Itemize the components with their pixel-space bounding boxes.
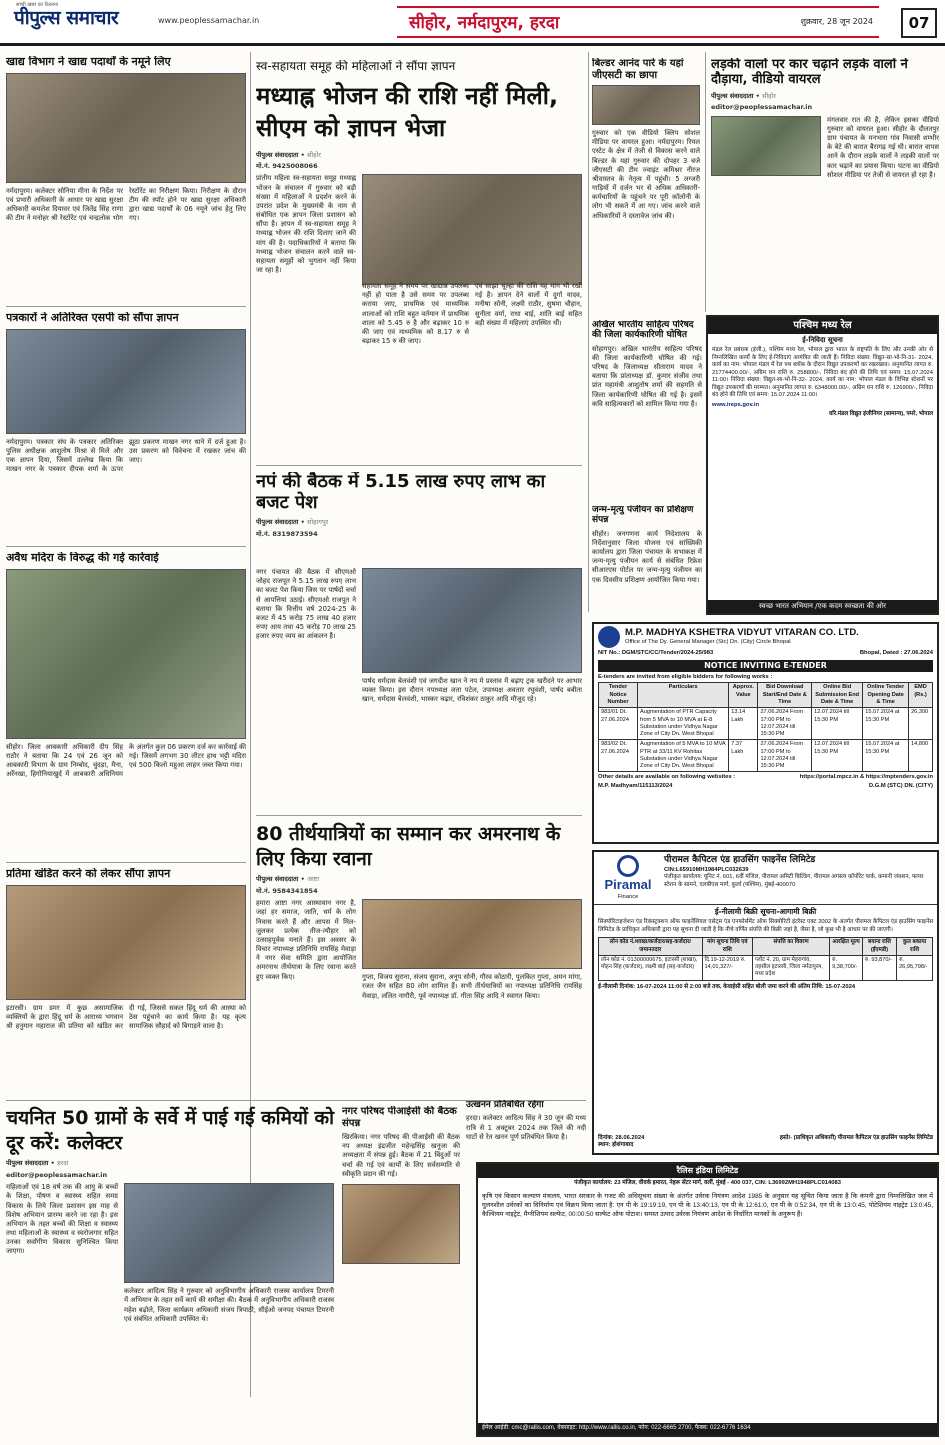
ad-footer-code: M.P. Madhyam/115113/2024 [598,782,673,789]
ad-invite-line: E-tenders are invited from eligible bidders for following works : [598,673,773,680]
story-body: सीहोर। जिला आबकारी अधिकारी दीप सिंह राठौर ने बताया कि 24 एवं 26 जून को आबकारी विभाग के ग्राम निम्बोद, चुंदड़ा, मैना, अर्रेनखा, हिगोनियाखुर्द में आबकारी अधिनियम के अंतर्गत कुल 06 प्रकरण दर्ज कर कार्रवाई की गई। जिसमें लगभग 30 लीटर हाथ भट्टी मदिरा एवं 500 किलो महुआ लाहन जब्त किया गया। [6,742,246,779]
table-cell: 27.06.2024 From 17:00 PM to 12.07.2024 till 15:30 PM [758,740,812,772]
ad-address: पंजीकृत कार्यालय: यूनिट नं. 601, 6वीं मंजिल, पीरामल अमिटी बिल्डिंग, पीरामल अगस्त्य कॉर्पोरेट पार्क, कमानी जंक्शन, फायर स्टेशन के सामने, एलबीएस मार्ग, कुर्ला (पश्चिम), मुंबई-400070 [664,874,924,888]
edition-strip [397,6,879,38]
table-cell: 7.37 Lakh [729,740,758,772]
ad-footer-url[interactable]: https://portal.mpcz.in & https://mptenders.gov.in [799,774,933,781]
table-row [599,740,933,772]
table-cell: Augmentation of PTR Capacity from 5 MVA to 10 MVA at E-8 Substation under Vidhya Nagar Zone of City Dn. West Bhopal [638,708,729,740]
railway-tender-ad [706,315,939,615]
story-body: नर्मदापुरम। कलेक्टर सोनिया मीना के निर्देश पर एवं प्रभारी अधिकारी के आधार पर खाद्य सुरक्षा अधिकारी कमलेश दियावर एवं जितेंद्र सिंह राणा की टीम ने मनोहर श्री रेस्टोरेंट एवं चन्द्रलोक भोग रेस्टोरेंट का निरीक्षण किया। निरीक्षण के दौरान टीम की स्पॉट होने पर खाद्य सुरक्षा अधिकारी द्वारा खाद्य पदार्थों के 06 नमूने जांच हेतु लिए गए। [6,186,246,223]
piramal-auction-ad [592,850,939,1155]
table-cell: 15.07.2024 at 15:30 PM [863,708,909,740]
piramal-brand: Piramal [604,877,652,892]
column-divider [588,52,589,612]
story-headline: बिल्डर आनंद पारे के यहां जीएसटी का छापा [592,58,684,81]
rallis-notice-ad [476,1162,939,1437]
story-headline: अवैध मदिरा के विरुद्ध की गई कार्रवाई [6,552,159,564]
ad-nit-number: NIT No.: DGM/STC/CC/Tender/2024-25/983 [598,650,714,656]
ad-body: सिक्योरिटाइजेशन एंड रिकंस्ट्रक्शन ऑफ फाइनेंशियल एसेट्स एंड एनफोर्समेंट ऑफ सिक्योरिटी इंटरेस्ट एक्ट 2002 के अंतर्गत पीरामल कैपिटल एंड हाउसिंग फाइनेंस लिमिटेड के प्राधिकृत अधिकारी द्वारा यह सूचना दी जाती है कि नीचे वर्णित संपत्ति की बिक्री जहां है, जैसा है, जो कुछ भी है आधार पर की जाएगी। [598,919,933,933]
column-header: Online Tender Opening Date & Time [863,683,909,708]
ad-notice: ई-नीलामी बिक्री सूचना-आगामी बिक्री [714,907,817,917]
story-body: सहायता समूह ने समय पर खाद्यान्न उपलब्ध नहीं हो पाता है उसे समय पर उपलब्ध कराया जाए, प्राथमिक एवं माध्यमिक शालाओं को राशि बहुत वर्तमान में प्राथमिक शाला को 5.45 रु है और बढ़ाकर 10 रु की जाए एवं माध्यमिक को 8.17 रु से बढ़ाकर 15 रु की जाए। [362,282,469,346]
story-body: इटारसी। ग्राम डमर में कुछ असामाजिक व्यक्तियों के द्वारा हिंदू धर्म के आराध्य भगवान श्री हनुमान महाराज की प्रतिमा को खंडित कर दी गई, जिससे सकल हिंदू धर्म की आस्था को ठेस पहुंचाने का कार्य किया है। यह कृत्य सामाजिक सौहार्द को बिगाड़ने वाला है। [6,1003,246,1030]
table-cell: 15.07.2024 at 15:30 PM [863,740,909,772]
mpvvc-logo-icon [598,626,620,648]
story-birth-death-registration [592,505,702,615]
story-body: प्रांतीय महिला स्व-सहायता समूह मध्याह्न भोजन के संचालन में गुरुवार को बड़ी संख्या में महिलाओं ने प्रदर्शन करने के उपरांत प्रदेश के मुख्यमंत्री के नाम से संबोधित एक ज्ञापन जिला प्रशासन को सौंपा है। ज्ञापन में स्व-सहायता समूह ने मध्याह्न भोजन की राशि दिलाए जाने की मांग की है। पदाधिकारियों ने बताया कि मध्याह्न भोजन संचालन करने वाले स्व-सहायता समूहों को भुगतान नहीं किया जा रहा है। [256,174,356,275]
story-sahitya-parishad [592,320,702,495]
ad-date: Bhopal, Dated : 27.06.2024 [859,650,933,656]
story-body: सीहोर। जनगणना कार्य निदेशालय के निर्देशानुसार जिला योजना एवं सांख्यिकी कार्यालय द्वारा जिला पंचायत के सभाकक्ष में जन्म-मृत्यु पंजीयन कार्य से संबंधित रिफ्रेश सीआरएस पोर्टल पर जन्म-मृत्यु पंजीयन का एक दिवसीय प्रशिक्षण आयोजित किया गया। [592,529,702,584]
table-cell: लोन कोड नं. 01300000675, इटारसी (शाखा), मोहन सिंह (कर्जदार), लक्ष्मी बाई (सह-कर्जदार) [599,955,703,980]
story-email[interactable]: editor@peoplessamachar.in [711,103,813,112]
story-photo [362,568,582,673]
story-divider [6,862,246,863]
ad-footer-signature: D.G.M (STC) DN. (CITY) [868,782,933,789]
story-body: नगर पंचायत की बैठक में सीएमओ जोहद राजपूत ने 5.15 लाख रुपए लाभ का बजट पेश किया जिस पर पार्षदों चर्चा से आपत्तियां उठाई। सीएमओ राजपूत ने बताया कि वित्तीय वर्ष 2024-25 के बजट में 45 करोड़ 75 लाख 40 हजार रुपए आय तथा 45 करोड़ 70 लाख 25 हजार रुपए व्यय का आंकलन है। [256,568,356,641]
story-viral-video [711,58,939,313]
table-cell: 27.06.2024 From 17:00 PM to 12.07.2024 till 15:30 PM [758,708,812,740]
story-midday-meal [256,60,582,285]
edition-title: सीहोर, नर्मदापुरम, हरदा [409,13,560,33]
story-idol-vandalism [6,868,246,1096]
ad-body: मंडल रेल प्रबंधक (इंजी.), पश्चिम मध्य रेल, भोपाल द्वारा भारत के राष्ट्रपति के लिए और उनकी ओर से निम्नलिखित कार्यों के लिए ई-निविदाएं आमंत्रित की जाती हैं। निविदा संख्या: विद्युत-सा-भो-नि-31- 2024, कार्य का नाम: भोपाल मंडल में रेल पथ ब्लॉक के दौरान विद्युत उपकरणों का रखरखाव। अनुमानित लागत रु. 21774400.00/-, अग्रिम धन राशि रु. 258800/-, निविदा बंद होने की तिथि एवं समय: 15.07.2024 11:00। निविदा संख्या: विद्युत-सा-भो-नि-32- 2024, कार्य का नाम: भोपाल मंडल के विभिन्न स्टेशनों पर विद्युत उपकरणों की मरम्मत। अनुमानित लागत रु. 6348000.00/-, अग्रिम धन राशि रु. 126900/-, निविदा बंद होने की तिथि एवं समय: 15.07.2024 11:00। [712,347,933,399]
table-row [599,955,933,980]
story-headline: लड़की वालों पर कार चढ़ाने लड़के वालों ने दौड़ाया, वीडियो वायरल [711,58,908,87]
story-photo [362,899,582,969]
story-headline: अखिल भारतीय साहित्य परिषद की जिला कार्यकारिणी घोषित [592,320,694,341]
story-byline: पीपुल्स संवाददाता • सीहोर [256,150,321,159]
story-body: पार्षद धर्मदास बेलवंशी एवं जगदीश खान ने नप मे प्रस्ताव में बढ़ाए ट्रक खरीदने पर आभार व्यक्त किया। इस दौरान नपाध्यक्ष लता पटेल, उपाध्यक्ष अवतार रघुवंशी, पार्षद बबीता खान, धर्मदास बेलवंशी, भास्कर चढ़ार, रविशंकर ठाकुर आदि मौजूद रहे। [362,677,582,704]
ad-subtitle: ई-निविदा सूचना [802,336,843,344]
ad-title: पश्चिम मध्य रेल [708,317,937,334]
story-headline: पत्रकारों ने अतिरिक्त एसपी को सौंपा ज्ञापन [6,312,179,324]
story-body: गुरुवार को एक वीडियो क्लिप सोशल मीडिया पर वायरल हुआ। नर्मदापुरम। रियल एस्टेट के क्षेत्र में तेजी से विकास करने वाले बिल्डर के यहां गुरुवार की दोपहर 3 बजे जीएसटी की टीम ज्वाइंट कमिश्नर नीरज श्रीवास्तव के नेतृत्व में पहुंची। 5 लग्जरी गाड़ियों में दर्जन भर से अधिक अधिकारी-कर्मचारियों के पहुंचने पर पूरी कॉलोनी के लोग भी सकते में आ गए। जांच करने वाले अधिकारियों ने दस्तावेज जांच की। [592,129,700,220]
story-byline: पीपुल्स संवाददाता • आष्टा [256,875,320,884]
byline-name: पीपुल्स संवाददाता [256,518,299,527]
table-row [599,708,933,740]
story-pic-meeting [342,1106,460,1436]
ad-footer-signature: हस्ते/- (प्राधिकृत अधिकारी) पीरामल कैपिटल एंड हाउसिंग फाइनेंस लिमिटेड [779,1134,933,1141]
column-header: Online Bid Submission End Date & Time [812,683,863,708]
table-header-row [599,938,933,956]
byline-name: पीपुल्स संवाददाता [6,1159,49,1168]
story-photo [711,116,821,176]
ad-signature: वरि.मंडल विद्युत इंजीनियर (सामान्य), पमरे, भोपाल [828,411,933,418]
story-divider [6,546,246,547]
ad-company: M.P. MADHYA KSHETRA VIDYUT VITARAN CO. LTD. [625,627,859,639]
story-headline: मध्याह्न भोजन की राशि नहीं मिली, सीएम को ज्ञापन भेजा [256,81,559,143]
byline-name: पीपुल्स संवाददाता [256,150,299,159]
ad-body: कृषि एवं किसान कल्याण मंत्रालय, भारत सरकार के गजट की अधिसूचना संख्या के अंतर्गत उर्वरक नियंत्रण आदेश 1985 के अनुसार यह सूचित किया जाता है कि कंपनी द्वारा निम्नलिखित जल में घुलनशील उर्वरकों का विनिर्माण एवं विक्रय किया जाता है: एन पी के 19:19:19, एन पी के 13:40:13, एन पी के 12:61:0, एन पी के 0:52:34, एन पी के 13:0:45, पोटेशियम नाइट्रेट 13:0:45, कैल्शियम नाइट्रेट, मैग्नीशियम सल्फेट, 00:00:50 सल्फेट ऑफ पोटाश। समस्त उत्पाद उर्वरक नियंत्रण आदेश के निर्धारित मानकों के अनुरूप हैं। [482,1192,933,1219]
piramal-logo [598,855,658,901]
ad-address: पंजीकृत कार्यालय: 23 मंजिल, वीवर्क इमारत, नेहरू सेंटर मार्ग, वर्ली, मुंबई - 400 037, CIN: L36992MH1948PLC014083 [574,1180,841,1187]
byline-name: पीपुल्स संवाददाता [711,91,754,100]
table-header-row [599,683,933,708]
story-photo [592,85,700,125]
byline-place: सीहोर [762,91,776,100]
story-food-samples [6,56,246,306]
byline-place: सोहागपुर [307,518,329,527]
story-byline: पीपुल्स संवाददाता • सोहागपुर [256,518,329,527]
story-body: खिरकिया। नगर परिषद की पीआईसी की बैठक नप अध्यक्ष इंद्रजीत महेन्द्रसिंह खनूजा की अध्यक्षता में संपन्न हुई। बैठक में 21 बिंदुओं पर चर्चा की गई एवं कार्यों के लिए सर्वसम्मति से स्वीकृति प्रदान की गई। [342,1133,460,1178]
table-cell: 13.14 Lakh [729,708,758,740]
piramal-brand-sub: Finance [617,893,639,900]
ad-contact: ईमेल आईडी: cmc@rallis.com, वेबसाइट: http://www.rallis.co.in, फोन: 022-6665 2700, फैक्स: 022-6776 1634 [478,1423,937,1435]
column-header: संपत्ति का विवरण [753,938,830,956]
byline-name: पीपुल्स संवाददाता [256,875,299,884]
story-body: कलेक्टर आदित्य सिंह ने गुरुवार को अनुविभागीय अधिकारी राजस्व कार्यालय टिमरनी में अभियान के तहत सर्वे कार्य की समीक्षा की। बैठक में अनुविभागीय अधिकारी राजस्व महेश बढ़ोले, जिला कार्यक्रम अधिकारी संजय त्रिपाठी, सीईओ जनपद पंचायत टिमरनी एवं संबंधित अधिकारी उपस्थित थे। [124,1287,334,1323]
story-photo [6,885,246,1000]
story-headline: प्रतिमा खंडित करने को लेकर सौंपा ज्ञापन [6,868,171,880]
table-cell: रु. 9,38,700/- [830,955,863,980]
story-phone: मो.नं. 9425008066 [256,162,318,171]
table-cell: Augmentation of 5 MVA to 10 MVA PTR at 33/11 KV Rohitas Substation under Vidhya Nagar Zone of City Dn. West Bhopal [638,740,729,772]
site-url[interactable]: www.peoplessamachar.in [158,16,260,25]
story-divider [6,306,246,307]
story-headline: नपं की बैठक में 5.15 लाख रुपए लाभ का बजट पेश [256,472,546,513]
table-cell: 12.07.2024 till 15:30 PM [812,740,863,772]
story-illegal-liquor [6,552,246,852]
story-budget-body [256,568,582,818]
story-headline: नगर परिषद पीआईसी की बैठक संपन्न [342,1106,457,1129]
ad-title: पीरामल कैपिटल एंड हाउसिंग फाइनेंस लिमिटेड [664,855,816,865]
story-headline: जन्म-मृत्यु पंजीयन का प्रशिक्षण संपन्न [592,505,694,526]
story-collector-survey [6,1106,336,1436]
tender-table [598,682,933,772]
story-byline: पीपुल्स संवाददाता • हरदा [6,1159,69,1168]
story-gst-raid [592,58,700,313]
table-cell: 983/01 Dt. 27.06.2024 [599,708,638,740]
story-email[interactable]: editor@peoplessamachar.in [6,1170,108,1179]
column-header: Approx. Value [729,683,758,708]
story-body: एवं साझा चूल्हा की राशि यह मांग भी रखी गई है। ज्ञापन देने वालों में दुर्गा यादव, मनीषा सोनी, लक्ष्मी राठौर, सुषमा चौहान, सुनीता वर्मा, राधा बाई, शांति बाई सहित बड़ी संख्या में महिलाएं उपस्थित थीं। [475,282,582,327]
column-header: Tender Notice Number [599,683,638,708]
story-photo [6,73,246,183]
story-body: गुप्ता, विजय सुराना, संजय सुराना, अनूप सोनी, गौरव कोठारी, पुलकित गुप्ता, अमन मांगा, रजत जैन सहित 80 लोग शामिल हैं। सभी तीर्थयात्रियों का नपाध्यक्ष प्रतिनिधि रायसिंह मेवाड़ा, ललित नागौरी, पूर्व नपाध्यक्ष डॉ. गीता सिंह आदि ने स्वागत किया। [362,973,582,1000]
ad-auction-line: ई-नीलामी दिनांक: 16-07-2024 11:00 से 2:00 बजे तक, केवाईसी सहित बोली जमा करने की अंतिम तिथि: 15-07-2024 [598,983,856,990]
story-photo [6,329,246,434]
table-cell: 26,300 [909,708,933,740]
story-photo [362,174,582,285]
story-journalists-memo [6,312,246,544]
column-header: आरक्षित मूल्य [830,938,863,956]
auction-table [598,937,933,980]
column-header: EMD (Rs.) [909,683,933,708]
column-header: लोन कोड नं./शाखा/कर्जदार/सह-कर्जदार/जमानतदार [599,938,703,956]
byline-place: हरदा [57,1159,69,1168]
column-divider [705,52,706,312]
story-body: हमारा आष्टा नगर आस्थावान नगर है, जहां हर समाज, जाति, धर्म के लोग निवास करते हैं और आपस में मिल-जुलकर प्रत्येक तीज-त्यौहार को उत्साहपूर्वक मनाते हैं। इस अवसर के विचार नपाध्यक्ष प्रतिनिधि रायसिंह मेवाड़ा ने नगर सेवा समिति द्वारा आयोजित अमरनाथ तीर्थयात्रा के लिए रवाना करते हुए व्यक्त किए। [256,899,356,981]
story-headline: खाद्य विभाग ने खाद्य पदार्थों के नमूने लिए [6,56,171,68]
story-body: हरदा। कलेक्टर आदित्य सिंह ने 30 जून की मध्य रात्रि से 1 अक्टूबर 2024 तक जिले की नदी घाटों से रेत खनन पूर्ण प्रतिबंधित किया है। [466,1114,586,1141]
story-body: सोहागपुर। अखिल भारतीय साहित्य परिषद की जिला कार्यकारिणी घोषित की गई। परिषद के जिलाध्यक्ष सीताराम यादव ने बताया कि प्रांताध्यक्ष डॉ. कुमार संजीव तथा प्रांत महामंत्री आशुतोष शर्मा की सहमति से जिला कार्यकारिणी घोषित की गई है। इसमें कवि साहित्यकारों को शामिल किया गया है। [592,344,702,408]
table-cell: दि.19-12-2019 रु. 14,01,327/- [702,955,753,980]
table-cell: रु. 26,95,798/- [897,955,933,980]
story-headline: 80 तीर्थयात्रियों का सम्मान कर अमरनाथ के लिए किया रवाना [256,823,561,870]
story-amarnath [256,822,582,1102]
newspaper-logo[interactable]: पीपुल्स समाचार [14,7,119,29]
table-cell: 14,800 [909,740,933,772]
table-cell: रु. 93,870/- [862,955,896,980]
story-phone: मो.नं. 9584341854 [256,886,318,895]
column-header: बयाना राशि (ईएमडी) [862,938,896,956]
story-photo [6,569,246,739]
ad-cin: CIN:L65910MH1984PLC032639 [664,866,749,873]
story-headline: चयनित 50 ग्रामों के सर्वे में पाई गई कमियों को दूर करें: कलेक्टर [6,1107,335,1154]
logo-tagline: सच्ची खबर का ठिकाना [16,2,59,8]
story-body: मंगलवार रात की है, लेकिन इसका वीडियो गुरुवार को वायरल हुआ। सीहोर के दौलतपुर ग्राम पंचायत के मनभारा गांव निवासी शम्भीर के बेटे की बारात बैरागढ़ गई थी। बारात वापस आने के दौरान लड़के वालों ने लड़की वालों पर कार चढ़ाने का प्रयास किया। घटना का वीडियो सोशल मीडिया पर तेजी से वायरल हो रहा है। [827,115,939,179]
story-midday-meal-cont [362,282,582,382]
ad-office: Office of The Dy. General Manager (Stc) Dn. (City) Circle Bhopal [625,639,791,646]
column-header: Bid Download Start/End Date & Time [758,683,812,708]
masthead [0,0,945,46]
story-body: नर्मदापुरम। पत्रकार संघ के पत्रकार अतिरिक्त पुलिस अधीक्षक आशुतोष मिश्रा से मिले और एक ज्ञापन दिया, जिसमें उल्लेख किया कि माखन नगर के पत्रकार दीपक शर्मा के ऊपर झूठा प्रकरण माखन नगर थाने में दर्ज हुआ है। उस प्रकरण को विवेचना में रखकर जांच की जाए। [6,437,246,474]
story-body: महिलाओं एवं 18 वर्ष तक की आयु के बच्चों के शिक्षा, पोषण व स्वास्थ्य सहित समग्र विकास के लिये जिला प्रशासन इस माह से विशेष अभियान प्रारम्भ करने जा रहा है। इस अभियान के तहत बच्चों की शिक्षा व स्वास्थ्य तथा महिलाओं के स्वास्थ्य व स्वरोजगार सहित उनका सर्वांगीण विकास सुनिश्चित किया जाएगा। [6,1183,118,1256]
ad-website[interactable]: www.ireps.gov.in [712,401,760,408]
story-byline: पीपुल्स संवाददाता • सीहोर [711,91,776,100]
story-kicker: स्व-सहायता समूह की महिलाओं ने सौंपा ज्ञापन [256,60,456,73]
story-divider [256,465,582,466]
piramal-logo-icon [617,855,639,877]
story-divider [256,815,582,816]
ad-notice-title: NOTICE INVITING E-TENDER [598,660,933,672]
mpvvc-tender-ad [592,622,939,844]
page-number: 07 [901,8,937,38]
table-cell: 12.07.2024 till 15:30 PM [812,708,863,740]
column-header: कुल बकाया राशि [897,938,933,956]
byline-place: आष्टा [307,875,320,884]
column-header: मांग सूचना तिथि एवं राशि [702,938,753,956]
ad-slogan: स्वच्छ भारत अभियान /एक कदम स्वच्छता की ओर [708,600,937,613]
column-header: Particulars [638,683,729,708]
ad-footer-place: स्थान: होशंगाबाद [598,1142,634,1149]
story-headline: उत्खनन प्रतिबंधित रहेगा [466,1100,544,1110]
story-photo [124,1183,334,1283]
ad-footer-text: Other details are available on following websites : [598,774,736,781]
byline-place: सीहोर [307,150,321,159]
ad-title: रैलिस इंडिया लिमिटेड [478,1164,937,1178]
table-cell: 983/02 Dt. 27.06.2024 [599,740,638,772]
story-columns [256,174,582,285]
publication-date: शुक्रवार, 28 जून 2024 [800,17,873,26]
table-cell: प्लॉट नं. 20, ग्राम मेहरागांव, तहसील इटारसी, जिला नर्मदापुरम, मध्य प्रदेश [753,955,830,980]
story-photo [342,1184,460,1264]
story-phone: मो.नं. 8319873594 [256,529,318,538]
ad-footer-date: दिनांक: 28.06.2024 [598,1134,645,1141]
